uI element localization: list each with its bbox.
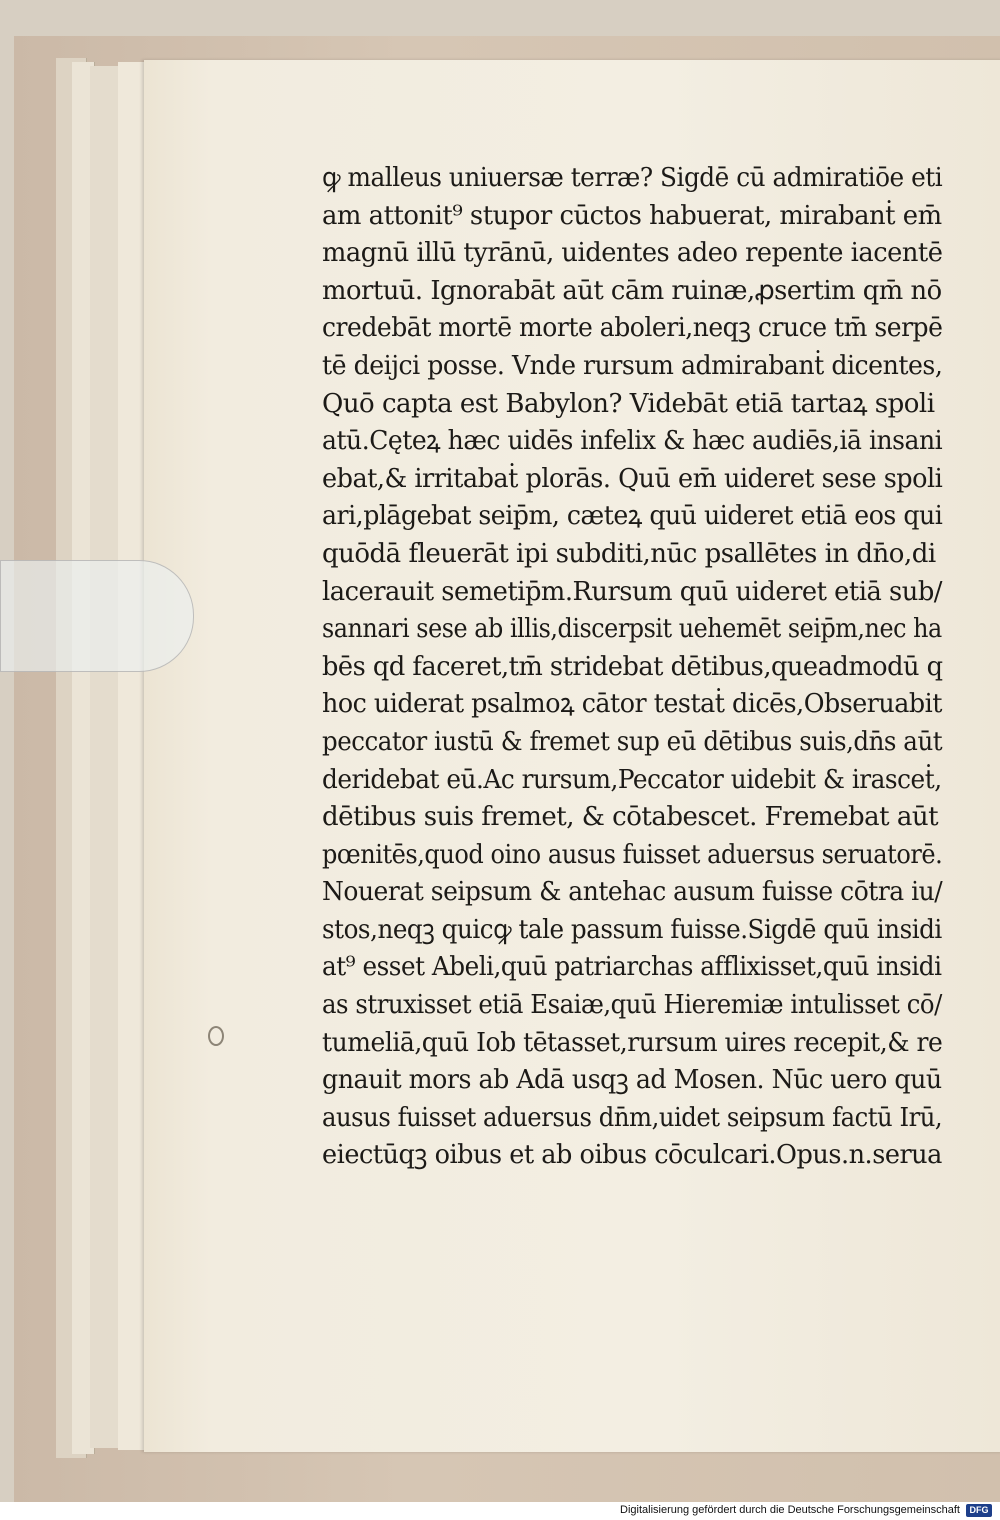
text-line: gnauit mors ab Adā usqꝫ ad Mosen. Nūc uero quū bbox=[322, 1065, 942, 1096]
text-line: peccator iustū & fremet sup eū dētibus suis,dn̄s aūt bbox=[322, 726, 943, 757]
text-line: dētibus suis fremet, & cōtabescet. Fremebat aūt bbox=[322, 802, 939, 833]
text-line: bēs qd faceret,tm̄ stridebat dētibus,queadmodū q bbox=[322, 651, 943, 682]
text-line: quōdā fleuerāt ipi subditi,nūc psallētes in dn̄o,di bbox=[322, 538, 936, 569]
printed-text-block bbox=[322, 160, 942, 1175]
text-line: ꝙ malleus uniuersæ terræ? Sigdē cū admiratiōe eti bbox=[322, 163, 943, 193]
text-line: at⁹ esset Abeli,quū patriarchas afflixisset,quū insidi bbox=[322, 952, 942, 983]
text-line: tumeliā,quū Iob tētasset,rursum uires recepit,& re bbox=[322, 1027, 943, 1058]
text-line: Nouerat seipsum & antehac ausum fuisse cōtra iu/ bbox=[322, 877, 943, 908]
text-line: sannari sese ab illis,discerpsit uehemēt seip̄m,nec ha bbox=[322, 614, 942, 645]
text-line: eiectūqꝫ oibus et ab oibus cōculcari.Opus.n.serua bbox=[322, 1140, 942, 1171]
clasp-strap bbox=[0, 560, 194, 672]
text-line: Quō capta est Babylon? Videbāt etiā tartaꝝ spoli bbox=[322, 388, 935, 419]
binding-hole bbox=[208, 1026, 224, 1046]
footer-bar bbox=[0, 1502, 1000, 1520]
text-line: am attonit⁹ stupor cūctos habuerat, mirabanṫ em̄ bbox=[322, 200, 942, 231]
text-line: ebat,& irritabaṫ plorās. Quū em̄ uideret sese spoli bbox=[322, 463, 943, 494]
text-line: magnū illū tyrānū, uidentes adeo repente iacentē bbox=[322, 238, 943, 269]
text-line: lacerauit semetip̄m.Rursum quū uideret etiā sub/ bbox=[322, 576, 942, 607]
text-line: tē deijci posse. Vnde rursum admirabanṫ dicentes, bbox=[322, 350, 943, 381]
text-line: atū.Cęteꝝ hæc uidēs infelix & hæc audiēs,iā insani bbox=[322, 426, 943, 457]
text-line: ausus fuisset aduersus dn̄m,uidet seipsum factū Irū, bbox=[322, 1102, 943, 1133]
text-line: ari,plāgebat seip̄m, cæteꝝ quū uideret etiā eos qui bbox=[322, 501, 943, 532]
text-line: stos,neqꝫ quicꝙ tale passum fuisse.Sigdē quū insidi bbox=[322, 914, 942, 945]
dfg-logo: DFG bbox=[966, 1504, 992, 1517]
text-line: as struxisset etiā Esaiæ,quū Hieremiæ intulisset cō/ bbox=[322, 990, 942, 1021]
text-line: pœnitēs,quod oino ausus fuisset aduersus seruatorē. bbox=[322, 839, 943, 870]
text-line: deridebat eū.Ac rursum,Peccator uidebit & irasceṫ, bbox=[322, 764, 942, 795]
text-line: hoc uiderat psalmoꝝ cātor testaṫ dicēs,Obseruabit bbox=[322, 689, 942, 720]
text-line: credebāt mortē morte aboleri,neqꝫ cruce tm̄ serpē bbox=[322, 313, 943, 344]
funding-credit: Digitalisierung gefördert durch die Deutsche Forschungsgemeinschaft bbox=[620, 1504, 960, 1516]
text-line: mortuū. Ignorabāt aūt cām ruinæ,ꝓsertim qm̄ nō bbox=[322, 275, 942, 306]
